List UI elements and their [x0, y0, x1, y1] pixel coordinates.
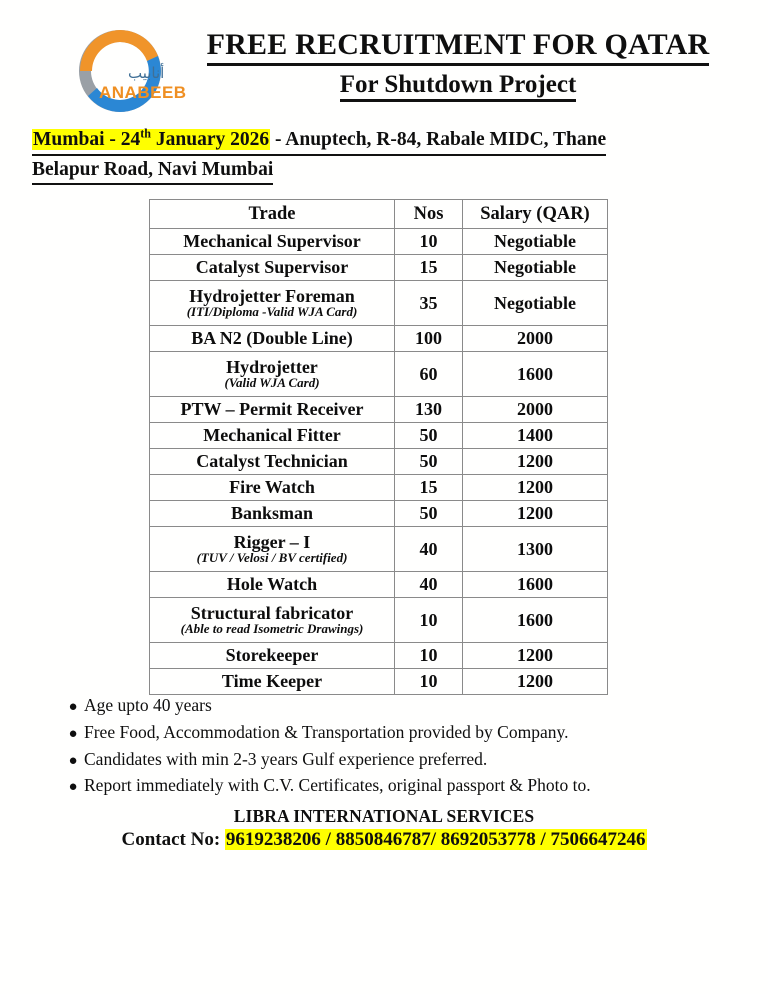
cell-trade: [150, 501, 395, 527]
venue-line: [32, 126, 732, 185]
anabeeb-logo: [58, 22, 188, 120]
table-row: [150, 229, 608, 255]
jobs-table: [149, 199, 608, 695]
table-row: [150, 572, 608, 598]
table-row: [150, 281, 608, 326]
cell-nos: 100: [395, 326, 463, 352]
venue-day: 24: [120, 129, 141, 150]
page-title: FREE RECRUITMENT FOR QATAR: [207, 28, 710, 66]
col-header-salary: Salary (QAR): [463, 200, 608, 229]
trade-title: Storekeeper: [225, 645, 319, 666]
list-item-text: Free Food, Accommodation & Transportation provided by Company.: [84, 721, 569, 742]
table-row: [150, 598, 608, 643]
cell-nos: 50: [395, 423, 463, 449]
trade-title: Fire Watch: [229, 477, 315, 498]
cell-nos: 50: [395, 449, 463, 475]
bullet-icon: ●: [68, 725, 78, 742]
cell-salary: 1600: [463, 598, 608, 643]
list-item-text: Candidates with min 2-3 years Gulf experience preferred.: [84, 748, 488, 769]
trade-title: Rigger – I: [233, 531, 311, 552]
table-row: [150, 423, 608, 449]
list-item-text: Report immediately with C.V. Certificates, original passport & Photo to.: [84, 775, 591, 796]
table-row: [150, 475, 608, 501]
cell-salary: 1200: [463, 669, 608, 695]
trade-title: Mechanical Supervisor: [183, 231, 361, 252]
trade-title: Hydrojetter Foreman: [189, 285, 355, 306]
cell-salary: 1200: [463, 643, 608, 669]
cell-nos: 10: [395, 643, 463, 669]
cell-nos: 10: [395, 669, 463, 695]
cell-salary: 1200: [463, 449, 608, 475]
cell-trade: [150, 643, 395, 669]
cell-trade: [150, 475, 395, 501]
venue-highlight: [32, 126, 270, 150]
list-item: [62, 772, 702, 799]
cell-trade: [150, 352, 395, 397]
contact-line: [0, 829, 768, 851]
cell-salary: 1200: [463, 475, 608, 501]
jobs-table-wrapper: [149, 199, 607, 695]
trade-note: (Able to read Isometric Drawings): [180, 621, 364, 637]
cell-nos: 15: [395, 255, 463, 281]
table-row: [150, 501, 608, 527]
cell-trade: [150, 449, 395, 475]
table-row: [150, 326, 608, 352]
col-header-trade: Trade: [150, 200, 395, 229]
footer: [0, 806, 768, 851]
table-row: [150, 352, 608, 397]
cell-salary: 1600: [463, 572, 608, 598]
trade-note: (TUV / Velosi / BV certified): [196, 550, 348, 566]
cell-salary: 2000: [463, 397, 608, 423]
logo-latin-text: ANABEEB: [99, 83, 187, 102]
cell-salary: Negotiable: [463, 281, 608, 326]
cell-trade: [150, 598, 395, 643]
bullet-icon: ●: [68, 779, 78, 796]
trade-note: (ITI/Diploma -Valid WJA Card): [186, 304, 358, 320]
table-row: [150, 643, 608, 669]
cell-nos: 50: [395, 501, 463, 527]
cell-nos: 40: [395, 572, 463, 598]
jobs-table-body: [150, 229, 608, 695]
trade-note: (Valid WJA Card): [224, 375, 320, 391]
cell-trade: [150, 397, 395, 423]
cell-salary: Negotiable: [463, 229, 608, 255]
list-item: [62, 746, 702, 773]
cell-trade: [150, 423, 395, 449]
cell-salary: 1300: [463, 527, 608, 572]
contact-label: Contact No:: [121, 829, 225, 850]
cell-nos: 60: [395, 352, 463, 397]
cell-salary: 2000: [463, 326, 608, 352]
venue-line-1: [32, 126, 606, 156]
page-subtitle: For Shutdown Project: [340, 71, 577, 102]
trade-title: Hole Watch: [226, 574, 318, 595]
trade-title: Catalyst Supervisor: [195, 257, 349, 278]
cell-salary: 1400: [463, 423, 608, 449]
table-row: [150, 669, 608, 695]
venue-city: Mumbai -: [33, 129, 121, 150]
cell-nos: 130: [395, 397, 463, 423]
list-item: [62, 719, 702, 746]
list-item: [62, 692, 702, 719]
trade-title: Mechanical Fitter: [203, 425, 341, 446]
cell-nos: 40: [395, 527, 463, 572]
list-item-text: Age upto 40 years: [84, 695, 212, 715]
cell-salary: Negotiable: [463, 255, 608, 281]
bullet-icon: ●: [68, 699, 78, 715]
venue-month-year: January 2026: [151, 129, 270, 150]
cell-nos: 10: [395, 229, 463, 255]
table-row: [150, 397, 608, 423]
cell-trade: [150, 229, 395, 255]
cell-salary: 1600: [463, 352, 608, 397]
cell-trade: [150, 255, 395, 281]
trade-title: Time Keeper: [221, 671, 323, 692]
title-block: [188, 28, 728, 102]
cell-salary: 1200: [463, 501, 608, 527]
cell-nos: 35: [395, 281, 463, 326]
venue-line-2: Belapur Road, Navi Mumbai: [32, 156, 273, 186]
cell-nos: 15: [395, 475, 463, 501]
venue-address-1: - Anuptech, R-84, Rabale MIDC, Thane: [270, 129, 607, 150]
trade-title: Structural fabricator: [190, 602, 354, 623]
cell-nos: 10: [395, 598, 463, 643]
notes-list: [62, 692, 702, 799]
table-row: [150, 255, 608, 281]
trade-title: Catalyst Technician: [196, 451, 348, 472]
header: [0, 0, 768, 118]
contact-numbers: 9619238206 / 8850846787/ 8692053778 / 7506647246: [225, 829, 646, 850]
table-row: [150, 527, 608, 572]
bullet-icon: ●: [68, 752, 78, 769]
col-header-nos: Nos: [395, 200, 463, 229]
venue-day-suffix: th: [140, 126, 151, 141]
cell-trade: [150, 527, 395, 572]
logo-arabic-text: أنابيب: [128, 64, 165, 82]
cell-trade: [150, 572, 395, 598]
trade-title: Hydrojetter: [226, 356, 318, 377]
table-header-row: [150, 200, 608, 229]
cell-trade: [150, 669, 395, 695]
cell-trade: [150, 326, 395, 352]
table-row: [150, 449, 608, 475]
cell-trade: [150, 281, 395, 326]
company-name: LIBRA INTERNATIONAL SERVICES: [233, 806, 535, 826]
trade-title: BA N2 (Double Line): [191, 328, 353, 349]
trade-title: Banksman: [230, 503, 314, 524]
trade-title: PTW – Permit Receiver: [180, 399, 364, 420]
